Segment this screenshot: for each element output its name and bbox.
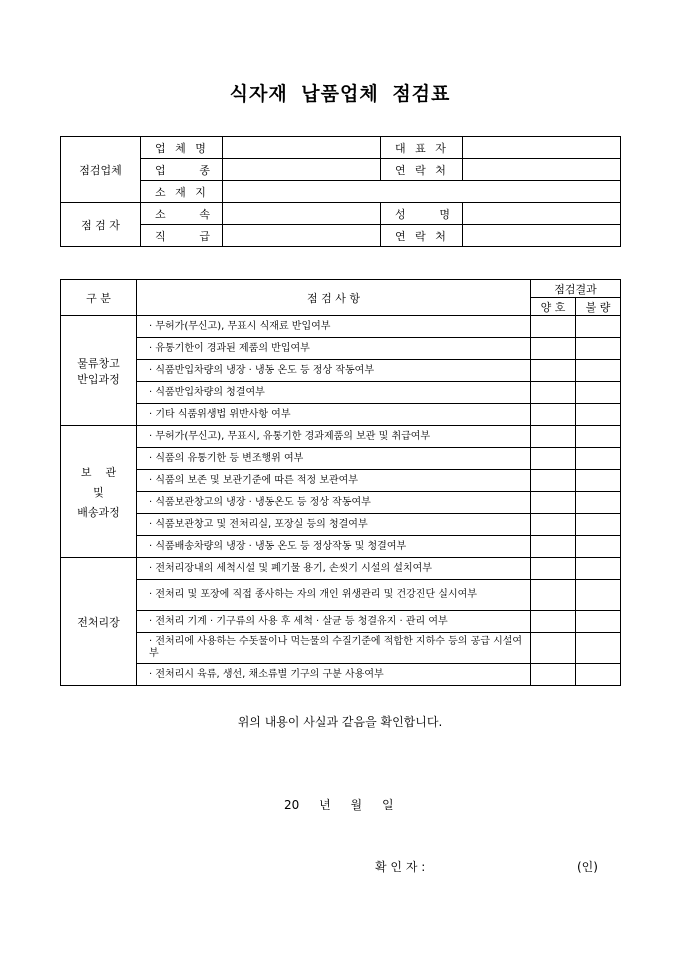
good-checkbox[interactable] — [531, 404, 576, 426]
checklist-item: · 식품보관창고 및 전처리실, 포장실 등의 청결여부 — [137, 514, 531, 536]
stamp-label: (인) — [577, 860, 598, 874]
company-name-field[interactable] — [223, 137, 381, 159]
good-checkbox[interactable] — [531, 316, 576, 338]
address-label: 소 재 지 — [141, 181, 223, 203]
checklist-item: · 전처리 기계 · 기구류의 사용 후 세척 · 살균 등 청결유지 · 관리 여부 — [137, 611, 531, 633]
business-type-field[interactable] — [223, 159, 381, 181]
company-info-table — [60, 136, 621, 247]
department-field[interactable] — [223, 203, 381, 225]
checklist-item: · 기타 식품위생법 위반사항 여부 — [137, 404, 531, 426]
items-header: 점 검 사 항 — [137, 280, 531, 316]
confirmation-statement: 위의 내용이 사실과 같음을 확인합니다. — [237, 715, 443, 729]
good-checkbox[interactable] — [531, 611, 576, 633]
date-day-unit: 일 — [381, 798, 394, 812]
category-cell: 물류창고 반입과정 — [61, 316, 137, 426]
company-section-label: 점검업체 — [61, 137, 141, 203]
business-type-label: 업 종 — [141, 159, 223, 181]
good-checkbox[interactable] — [531, 536, 576, 558]
good-checkbox[interactable] — [531, 492, 576, 514]
bad-checkbox[interactable] — [576, 580, 621, 611]
bad-checkbox[interactable] — [576, 360, 621, 382]
date-line — [284, 796, 394, 813]
inspection-checklist-table — [60, 279, 621, 686]
checklist-item: · 유통기한이 경과된 제품의 반입여부 — [137, 338, 531, 360]
bad-checkbox[interactable] — [576, 633, 621, 664]
inspector-section-label: 점 검 자 — [61, 203, 141, 247]
checklist-item: · 무허가(무신고), 무표시, 유통기한 경과제품의 보관 및 취급여부 — [137, 426, 531, 448]
inspector-name-label: 성 명 — [381, 203, 463, 225]
checklist-item: · 무허가(무신고), 무표시 식재료 반입여부 — [137, 316, 531, 338]
checklist-item: · 식품반입차량의 냉장 · 냉동 온도 등 정상 작동여부 — [137, 360, 531, 382]
checklist-item: · 전처리시 육류, 생선, 채소류별 기구의 구분 사용여부 — [137, 664, 531, 686]
bad-checkbox[interactable] — [576, 382, 621, 404]
checklist-item: · 식품배송차량의 냉장 · 냉동 온도 등 정상작동 및 청결여부 — [137, 536, 531, 558]
checklist-item: · 식품의 보존 및 보관기준에 따른 적정 보관여부 — [137, 470, 531, 492]
address-field[interactable] — [223, 181, 621, 203]
document-title: 식자재 납품업체 점검표 — [229, 83, 451, 105]
company-name-label: 업 체 명 — [141, 137, 223, 159]
good-checkbox[interactable] — [531, 558, 576, 580]
bad-checkbox[interactable] — [576, 492, 621, 514]
category-cell: 보 관 및 배송과정 — [61, 426, 137, 558]
date-month-unit: 월 — [350, 798, 363, 812]
representative-field[interactable] — [463, 137, 621, 159]
company-contact-field[interactable] — [463, 159, 621, 181]
signer-label: 확 인 자 : — [375, 860, 426, 874]
good-checkbox[interactable] — [531, 470, 576, 492]
good-checkbox[interactable] — [531, 426, 576, 448]
bad-checkbox[interactable] — [576, 536, 621, 558]
inspector-name-field[interactable] — [463, 203, 621, 225]
bad-header: 불 량 — [576, 298, 621, 316]
good-checkbox[interactable] — [531, 633, 576, 664]
date-year-unit: 년 — [319, 798, 331, 812]
bad-checkbox[interactable] — [576, 514, 621, 536]
inspector-contact-field[interactable] — [463, 225, 621, 247]
position-field[interactable] — [223, 225, 381, 247]
bad-checkbox[interactable] — [576, 316, 621, 338]
company-contact-label: 연 락 처 — [381, 159, 463, 181]
good-checkbox[interactable] — [531, 664, 576, 686]
bad-checkbox[interactable] — [576, 426, 621, 448]
representative-label: 대 표 자 — [381, 137, 463, 159]
checklist-item: · 전처리에 사용하는 수돗물이나 먹는물의 수질기준에 적합한 지하수 등의 공급 시설여부 — [137, 633, 531, 664]
checklist-item: · 전처리 및 포장에 직접 종사하는 자의 개인 위생관리 및 건강진단 실시여부 — [137, 580, 531, 611]
checklist-item: · 전처리장내의 세척시설 및 폐기물 용기, 손씻기 시설의 설치여부 — [137, 558, 531, 580]
category-header: 구 분 — [61, 280, 137, 316]
department-label: 소 속 — [141, 203, 223, 225]
checklist-item: · 식품의 유통기한 등 변조행위 여부 — [137, 448, 531, 470]
checklist-item: · 식품보관창고의 냉장 · 냉동온도 등 정상 작동여부 — [137, 492, 531, 514]
good-checkbox[interactable] — [531, 338, 576, 360]
category-cell: 전처리장 — [61, 558, 137, 686]
bad-checkbox[interactable] — [576, 470, 621, 492]
bad-checkbox[interactable] — [576, 338, 621, 360]
good-checkbox[interactable] — [531, 580, 576, 611]
bad-checkbox[interactable] — [576, 558, 621, 580]
good-checkbox[interactable] — [531, 448, 576, 470]
result-header: 점검결과 — [531, 280, 621, 298]
position-label: 직 급 — [141, 225, 223, 247]
bad-checkbox[interactable] — [576, 664, 621, 686]
checklist-item: · 식품반입차량의 청결여부 — [137, 382, 531, 404]
bad-checkbox[interactable] — [576, 611, 621, 633]
inspector-contact-label: 연 락 처 — [381, 225, 463, 247]
bad-checkbox[interactable] — [576, 448, 621, 470]
good-header: 양 호 — [531, 298, 576, 316]
good-checkbox[interactable] — [531, 514, 576, 536]
date-year[interactable]: 20 — [284, 798, 300, 812]
bad-checkbox[interactable] — [576, 404, 621, 426]
good-checkbox[interactable] — [531, 382, 576, 404]
good-checkbox[interactable] — [531, 360, 576, 382]
